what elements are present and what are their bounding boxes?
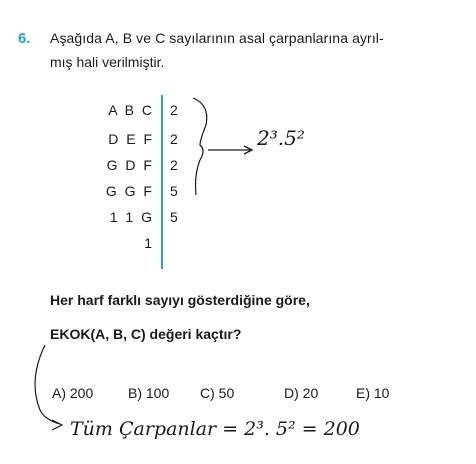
brace-mark — [193, 98, 207, 195]
margin-note: 2³.5² — [257, 126, 305, 150]
question-number: 6. — [18, 30, 31, 47]
option-a[interactable] — [52, 385, 93, 401]
option-key: E) — [356, 385, 370, 401]
option-value: 10 — [373, 385, 390, 401]
factor-row-left: A B C — [108, 102, 154, 118]
option-c[interactable] — [200, 385, 234, 401]
factor-row-divisor: 5 — [170, 209, 178, 225]
option-b[interactable] — [128, 385, 169, 401]
option-value: 20 — [302, 385, 319, 401]
option-key: C) — [200, 385, 215, 401]
handwritten-solution: Tüm Çarpanlar = 2³. 5² = 200 — [70, 418, 360, 440]
factor-row-left: 1 1 G — [109, 209, 154, 225]
option-key: B) — [128, 385, 142, 401]
option-value: 200 — [69, 385, 94, 401]
option-e[interactable] — [356, 385, 389, 401]
factor-row-left: G G F — [105, 183, 154, 199]
factor-row-left: G D F — [106, 157, 154, 173]
option-d[interactable] — [284, 385, 318, 401]
factor-row-divisor: 2 — [170, 102, 178, 118]
factor-row-divisor: 2 — [170, 131, 178, 147]
factor-row-divisor: 5 — [170, 183, 178, 199]
option-key: A) — [52, 385, 66, 401]
factor-row-left: 1 — [144, 235, 154, 251]
option-value: 100 — [145, 385, 170, 401]
option-value: 50 — [218, 385, 235, 401]
prompt-line1: Her harf farklı sayıyı gösterdiğine göre, — [50, 292, 310, 308]
factor-row-divisor: 2 — [170, 157, 178, 173]
question-stem-line1: Aşağıda A, B ve C sayılarının asal çarpanlarına ayrıl- — [50, 30, 384, 46]
question-stem-line2: mış hali verilmiştir. — [50, 54, 165, 70]
option-key: D) — [284, 385, 299, 401]
prompt-line2: EKOK(A, B, C) değeri kaçtır? — [50, 326, 242, 342]
factor-row-left: D E F — [108, 131, 154, 147]
